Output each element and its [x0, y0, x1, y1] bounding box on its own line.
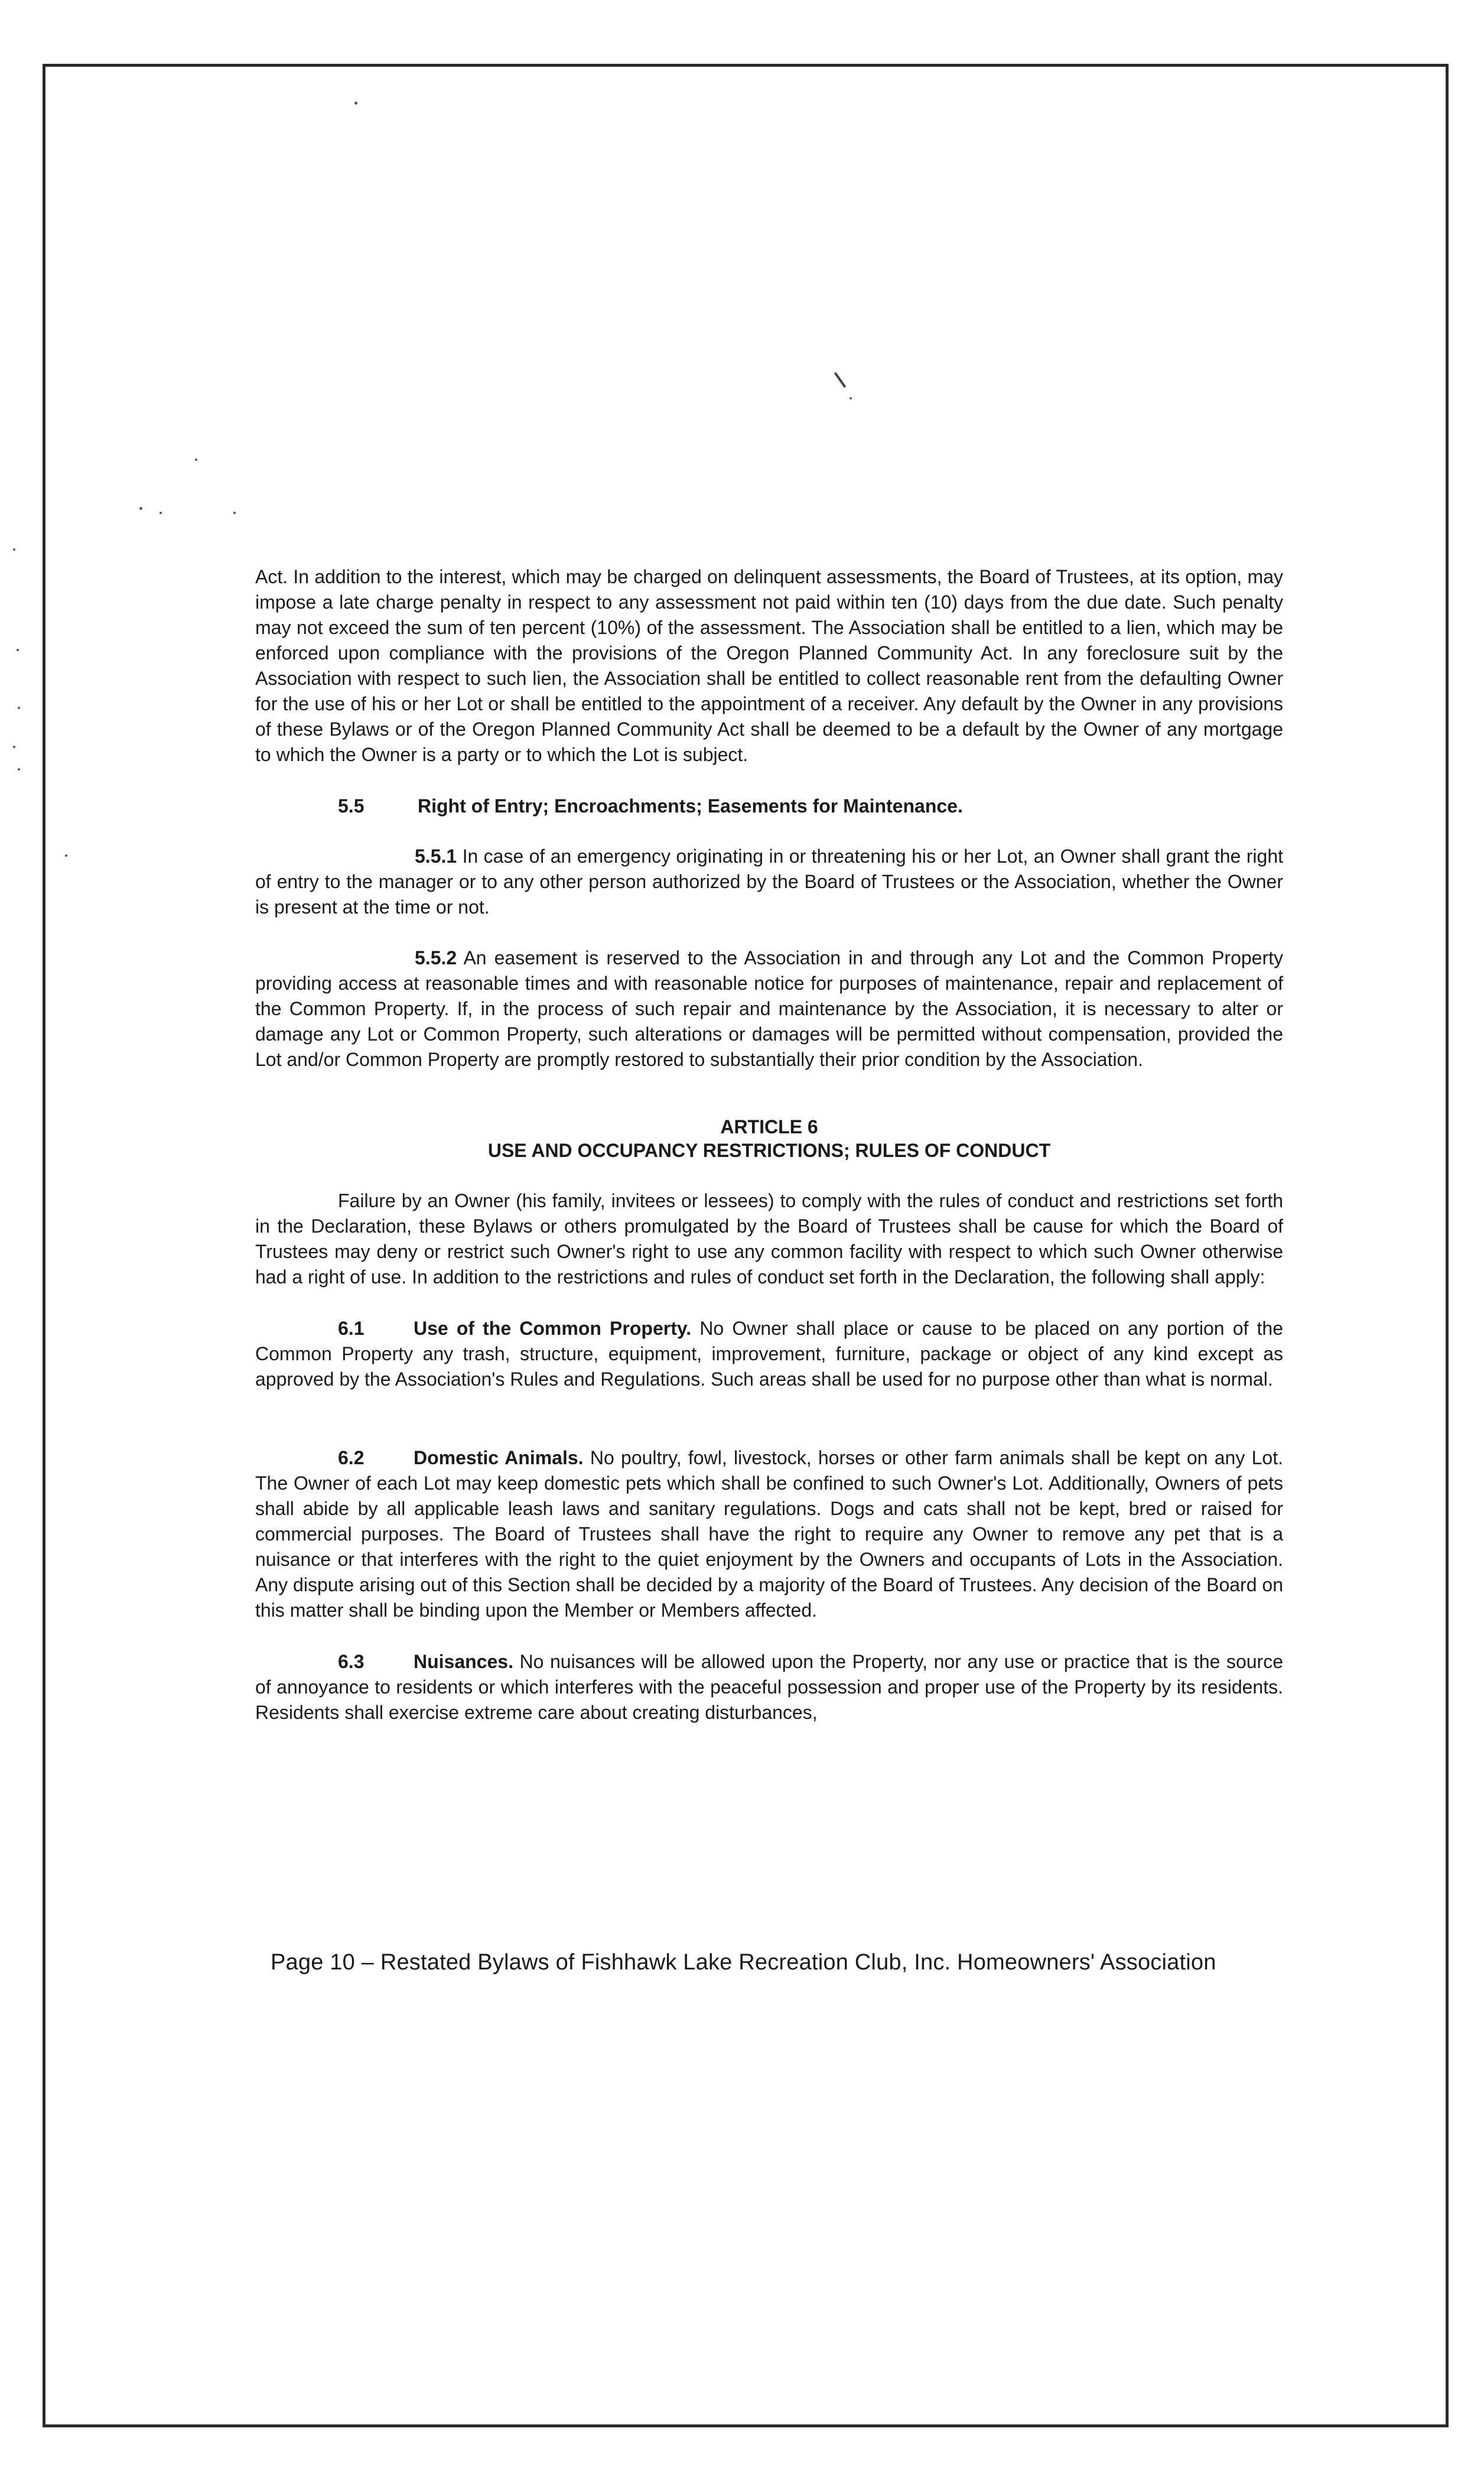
scan-speck [139, 507, 142, 510]
scan-speck [195, 459, 197, 461]
section-number: 6.3 [338, 1651, 365, 1672]
section-title: Nuisances. [414, 1651, 513, 1672]
scan-speck [160, 512, 162, 514]
article-title: USE AND OCCUPANCY RESTRICTIONS; RULES OF CONDUCT [487, 1140, 1051, 1161]
page-footer: Page 10 – Restated Bylaws of Fishhawk Lake Recreation Club, Inc. Homeowners' Association [271, 1950, 1216, 1975]
scan-speck [13, 746, 15, 748]
scan-speck [13, 548, 15, 551]
article-heading [255, 1115, 1283, 1162]
scan-speck [18, 707, 20, 709]
section-number: 5.5.1 [415, 846, 457, 867]
scan-speck [18, 768, 20, 771]
section-number: 6.1 [338, 1318, 365, 1339]
intro-paragraph: Act. In addition to the interest, which may be charged on delinquent assessments, the Board of Trustees, at its option, may impose a late charge penalty in respect to any assessment not paid within ten (10) days from the due date. Such penalty may not exceed the sum of ten percent (10%) of the assessment. The Association shall be entitled to a lien, which may be enforced upon compliance with the provisions of the Oregon Planned Community Act. In any foreclosure suit by the Association with respect to such lien, the Association shall be entitled to collect reasonable rent from the defaulting Owner for the use of his or her Lot or shall be entitled to the appointment of a receiver. Any default by the Owner in any provisions of these Bylaws or of the Oregon Planned Community Act shall be deemed to be a default by the Owner of any mortgage to which the Owner is a party or to which the Lot is subject. [255, 566, 1283, 765]
article-intro-paragraph: Failure by an Owner (his family, invitees or lessees) to comply with the rules of conduct and restrictions set forth in the Declaration, these Bylaws or others promulgated by the Board of Trustees shall be cause for which the Board of Trustees may deny or restrict such Owner's right to use any common facility with respect to which such Owner otherwise had a right of use. In addition to the restrictions and rules of conduct set forth in the Declaration, the following shall apply: [255, 1190, 1283, 1288]
scan-speck [17, 649, 19, 651]
section-5-5-1 [255, 844, 1283, 920]
section-text: No nuisances will be allowed upon the Property, nor any use or practice that is the source of annoyance to residents or which interferes with the peaceful possession and proper use of the Property by its residents. Residents shall exercise extreme care about creating disturbances, [255, 1651, 1283, 1723]
document-body [255, 564, 1283, 1751]
section-number: 5.5.2 [415, 947, 457, 968]
section-title: Domestic Animals. [414, 1447, 584, 1468]
section-6-3 [255, 1649, 1283, 1725]
section-6-2 [255, 1445, 1283, 1623]
scan-speck [850, 397, 852, 399]
section-text: An easement is reserved to the Association in and through any Lot and the Common Property providing access at reasonable times and with reasonable notice for purposes of maintenance, repair and replacement of the Common Property. If, in the process of such repair and maintenance by the Association, it is necessary to alter or damage any Lot or Common Property, such alterations or damages will be permitted without compensation, provided the Lot and/or Common Property are promptly restored to substantially their prior condition by the Association. [255, 947, 1283, 1070]
section-title: Right of Entry; Encroachments; Easements for Maintenance. [418, 795, 963, 817]
scan-speck [233, 512, 236, 514]
section-text: No poultry, fowl, livestock, horses or other farm animals shall be kept on any Lot. The Owner of each Lot may keep domestic pets which shall be confined to such Owner's Lot. Additionally, Owners of pets shall abide by all applicable leash laws and sanitary regulations. Dogs and cats shall not be kept, bred or raised for commercial purposes. The Board of Trustees shall have the right to require any Owner to remove any pet that is a nuisance or that interferes with the right to the quiet enjoyment by the Owners and occupants of Lots in the Association. Any dispute arising out of this Section shall be decided by a majority of the Board of Trustees. Any decision of the Board on this matter shall be binding upon the Member or Members affected. [255, 1447, 1283, 1621]
section-heading-5-5 [255, 794, 1283, 819]
section-text: In case of an emergency originating in or threatening his or her Lot, an Owner shall grant the right of entry to the manager or to any other person authorized by the Board of Trustees or the Association, whether the Owner is present at the time or not. [255, 846, 1283, 918]
article-number: ARTICLE 6 [720, 1116, 818, 1137]
section-5-5-2 [255, 945, 1283, 1072]
section-number: 6.2 [338, 1447, 365, 1468]
section-6-1 [255, 1316, 1283, 1392]
scan-speck [354, 102, 357, 105]
section-title: Use of the Common Property. [414, 1318, 692, 1339]
section-number: 5.5 [338, 795, 365, 817]
scan-speck [65, 854, 67, 857]
section-text: No Owner shall place or cause to be placed on any portion of the Common Property any trash, structure, equipment, improvement, furniture, package or object of any kind except as approved by the Association's Rules and Regulations. Such areas shall be used for no purpose other than what is normal. [255, 1318, 1284, 1390]
